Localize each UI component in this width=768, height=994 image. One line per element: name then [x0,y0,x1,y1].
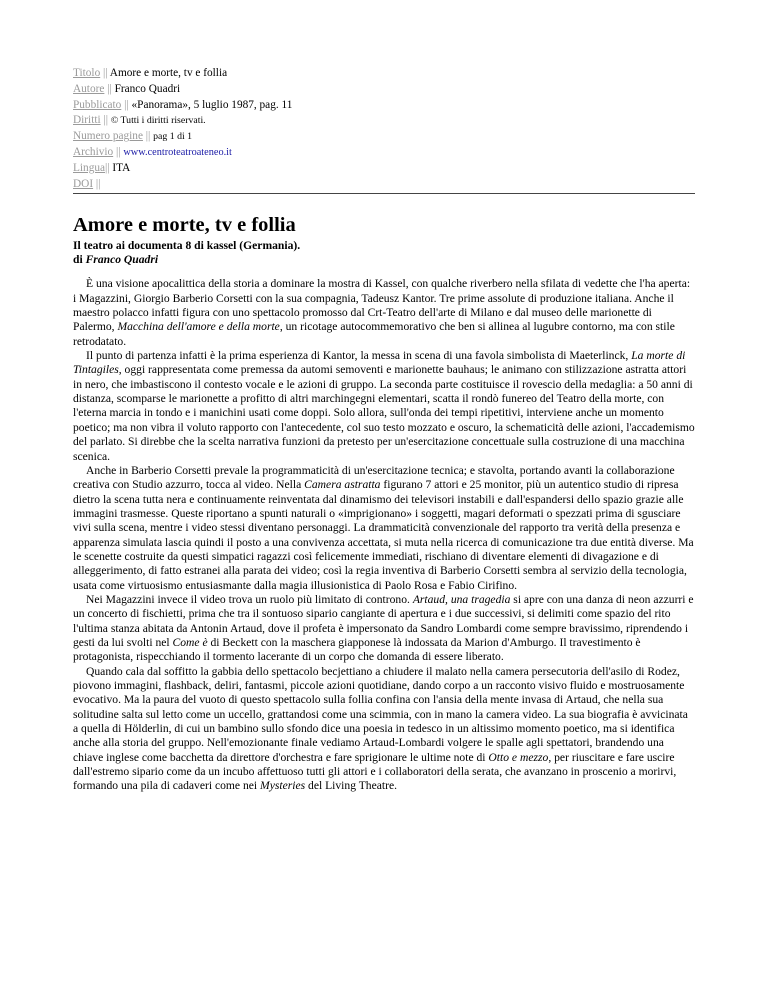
paragraph-3 [73,464,695,593]
text-run: figurano 7 attori e 25 monitor, più un autentico studio di ripresa dietro la scena tutta nera e continuamente reinventata dal dinamismo dei televisori instabili e dall'espandersi dello spazio grazie alle immagini trasmesse. Queste riportano a spunti naturali o «imprigionano» i soggetti, magari deformati o spezzati prima di sgusciare vivi sulla scena, mentre i video stessi diventano personaggi. La drammaticità convenzionale del rapporto tra verità della presenza e apparenza simulata lascia quindi il posto a una convivenza accettata, si muta nella ricerca di comunicazione tra due entità diverse. Ma le scenette costruite da questi simpatici ragazzi così felicemente immediati, rischiano di diventare elementi di divagazione e di alleggerimento, di fatto estranei alla parata dei video; così la regia inventiva di Barberio Corsetti sembra al servizio della tecnologia, usata come virtuosismo entusiasmante dalla magia illusionistica di Paolo Rosa e Fabio Cirifino. [73,478,694,592]
meta-label-doi[interactable]: DOI [73,177,94,190]
text-run: , oggi rappresentata come premessa da automi semoventi e marionette bauhaus; le animano con stilizzazione astratta attori in nero, che imbastiscono il contesto vocale e le azioni di gruppo. La seconda parte costituisce il rovescio della medaglia: a 50 anni di distanza, scomparse le marionette a profitto di altri marchingegni elementari, scatta il rondò funereo del Teatro della morte, con l'eterna marcia in tondo e i manichini usati come doppi. Solo allora, sull'onda dei tempi ripetitivi, interviene anche un momento poetico; ma non vibra il voluto rapporto con l'antecedente, col suo testo mozzato e oscuro, la schematicità delle azioni, l'accademismo del parlato. Si direbbe che la scelta narrativa funzioni da pretesto per un'esercitazione concettuale sulla costruzione di una macchina scenica. [73,363,695,463]
byline-author: Franco Quadri [85,253,159,267]
meta-value-diritti: © Tutti i diritti riservati. [110,115,206,127]
meta-separator: || [116,145,121,158]
meta-value-titolo: Amore e morte, tv e follia [109,67,228,79]
italic-title: Mysteries [260,779,306,793]
paragraph-1 [73,277,695,349]
meta-row-titolo [73,66,695,82]
text-run: di Beckett con la maschera giapponese là indossata da Marion d'Amburgo. Il travestimento è protagonista, rispecchiando il tormento lacerante di un corpo che domanda di essere liberato. [73,635,641,664]
italic-title: La morte di Tintagiles [73,349,686,377]
italic-title: Artaud, una tragedia [412,592,511,606]
italic-title: Camera astratta [304,478,381,492]
article-title: Amore e morte, tv e follia [73,214,296,237]
meta-row-autore [73,82,695,98]
article-subtitle: Il teatro ai documenta 8 di kassel (Germania). [73,239,301,253]
meta-label-archivio[interactable]: Archivio [73,145,114,158]
meta-separator: || [124,98,129,111]
italic-title: Macchina dell'amore e della morte [117,320,280,334]
text-run: È una visione apocalittica della storia a dominare la mostra di Kassel, con qualche riverbero nella sfilata di vedette che l'ha aperta: i Magazzini, Giorgio Barberio Corsetti con la sua compagnia, Tadeusz Kantor. Tre prime assolute di produzione italiana. Anche il maestro polacco infatti figura con uno spettacolo promosso dal Crt-Teatro dell'arte di Milano e dal museo delle marionette di Palermo, [73,277,691,334]
paragraph-4 [73,593,695,665]
meta-separator: || [105,161,110,174]
text-run: , un ricotage autocommemorativo che ben si allinea al lugubre contorno, ma con stile retrodatato. [73,320,675,348]
meta-label-lingua[interactable]: Lingua [73,161,105,174]
archive-link[interactable]: www.centroteatroateneo.it [123,146,232,158]
meta-value-pubblicato: «Panorama», 5 luglio 1987, pag. 11 [131,98,293,111]
byline-prefix: di [73,253,83,267]
meta-row-diritti [73,113,695,129]
meta-label-diritti[interactable]: Diritti [73,114,101,127]
metadata-block [73,66,695,192]
meta-label-autore[interactable]: Autore [73,82,105,95]
meta-label-numero-pagine[interactable]: Numero pagine [73,130,143,143]
meta-value-lingua: ITA [112,161,131,174]
text-run: Nei Magazzini invece il video trova un ruolo più limitato di controno. [86,592,413,606]
article-body [73,277,695,793]
header-divider [73,193,695,194]
meta-value-autore: Franco Quadri [114,82,181,95]
italic-title: Otto e mezzo [488,750,549,764]
meta-row-lingua [73,161,695,177]
meta-separator: || [145,130,151,143]
meta-row-doi [73,177,695,193]
meta-label-pubblicato[interactable]: Pubblicato [73,98,122,111]
meta-row-pubblicato [73,98,695,114]
text-run: , per riuscitare e fare uscire dall'estremo sipario come da un incubo affettuoso tutti gli attori e i collaboratori della serata, che avanzano in proscenio a morirvi, formando una pila di cadaveri come nei [73,750,677,793]
meta-row-numero-pagine [73,129,695,145]
text-run: Anche in Barberio Corsetti prevale la programmaticità di un'esercitazione tecnica; e stavolta, portando avanti la collaborazione creativa con Studio azzurro, tocca al video. Nella [73,463,675,492]
text-run: del Living Theatre. [305,779,397,793]
text-run: Il punto di partenza infatti è la prima esperienza di Kantor, la messa in scena di una favola simbolista di Maeterlinck, [86,349,632,363]
meta-row-archivio [73,145,695,161]
page [73,66,695,794]
meta-separator: || [95,177,101,190]
paragraph-2 [73,349,695,464]
meta-separator: || [103,67,108,79]
meta-separator: || [103,114,108,127]
meta-separator: || [107,82,112,95]
italic-title: Come è [172,635,208,649]
meta-label-titolo[interactable]: Titolo [73,67,101,79]
article-byline [73,253,695,267]
paragraph-5 [73,665,695,794]
text-run: Quando cala dal soffitto la gabbia dello spettacolo becjettiano a chiudere il malato nella camera persecutoria dell'asilo di Rodez, piovono immagini, flashback, deliri, fantasmi, piccole azioni quotidiane, dando corpo a un racconto visivo fluido e mostruosamente evocativo. Ma la paura del vuoto di questo spettacolo sulla follia confina con l'ansia della mente invasa di Artaud, che nella sua solitudine salta sul letto come un uccello, grattandosi come una scimmia, con in mano la camera video. La sua biografia è avvicinata a quella di Hölderlin, di cui un bambino sullo sfondo dice una poesia in tedesco in un altissimo momento poetico, ma si identifica anche alla storia del gruppo. Nell'emozionante finale vediamo Artaud-Lombardi volgere le spalle agli spettatori, brandendo una chiave inglese come bacchetta da direttore d'orchestra e fare sprigionare le ultime note di [73,664,688,764]
text-run: si apre con una danza di neon azzurri e un concerto di fischietti, prima che tra il sontuoso sipario cangiante di apertura e i due successivi, si delimiti come spazio del rito l'ultima stanza abitata da Antonin Artaud, dove il profeta è impersonato da Sandro Lombardi come sempre bravissimo, riprendendo i gesti da lui svolti nel [73,592,694,649]
meta-value-numero-pagine: pag 1 di 1 [153,131,193,143]
